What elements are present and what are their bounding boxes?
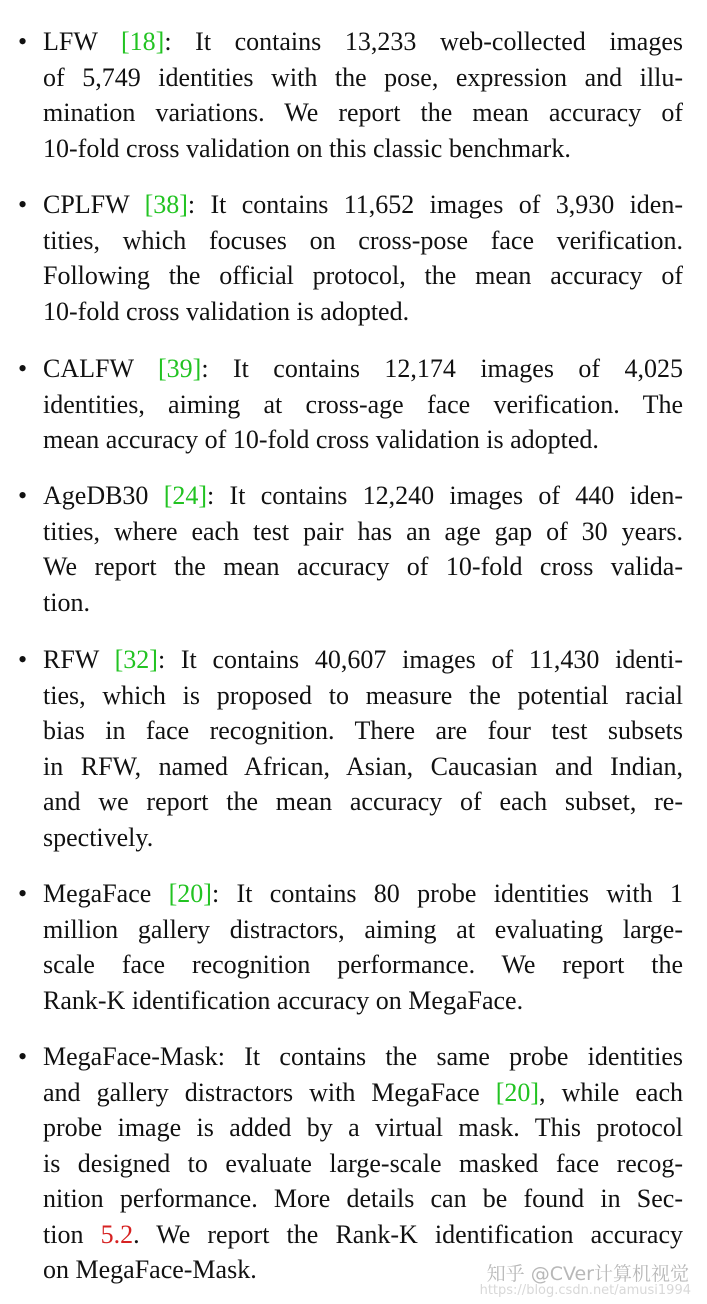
text-line: tion. xyxy=(43,587,90,617)
citation-link[interactable]: [38] xyxy=(144,190,188,219)
text-line: mination variations. We report the mean accuracy of xyxy=(43,98,683,127)
text-line: mean accuracy of 10-fold cross validation is adopted. xyxy=(43,425,599,454)
text-line: identities, aiming at cross-age face verification. The xyxy=(43,389,683,419)
bullet-marker: • xyxy=(18,1042,28,1071)
text-line: in RFW, named African, Asian, Caucasian and Indian, xyxy=(43,751,683,781)
text-line: nition performance. More details can be found in Sec- xyxy=(43,1184,683,1213)
text-line: ties, which is proposed to measure the potential racial xyxy=(43,680,683,710)
bullet-marker: • xyxy=(18,27,28,56)
text-line: MegaFace-Mask: It contains the same probe identities xyxy=(43,1042,683,1071)
text-line: scale face recognition performance. We report the xyxy=(43,950,683,979)
text-line: on MegaFace-Mask. xyxy=(43,1255,257,1284)
citation-link[interactable]: [20] xyxy=(495,1077,540,1107)
bullet-marker: • xyxy=(18,645,28,674)
text-line: CPLFW [38]: It contains 11,652 images of 3,930 iden- xyxy=(43,190,683,219)
text-line: and gallery distractors with MegaFace [20], while each xyxy=(43,1077,683,1107)
citation-link[interactable]: [20] xyxy=(168,879,212,908)
bullet-marker: • xyxy=(18,190,28,219)
text-line: 10-fold cross validation on this classic benchmark. xyxy=(43,133,571,163)
text-line: is designed to evaluate large-scale masked face recog- xyxy=(43,1148,683,1178)
text-line: bias in face recognition. There are four test subsets xyxy=(43,716,683,745)
section-ref-link[interactable]: 5.2 xyxy=(100,1219,134,1249)
text-line: and we report the mean accuracy of each subset, re- xyxy=(43,787,683,816)
citation-link[interactable]: [39] xyxy=(157,354,202,383)
watermark-url: https://blog.csdn.net/amusi1994 xyxy=(479,1283,691,1298)
text-line: 10-fold cross validation is adopted. xyxy=(43,296,410,326)
text-line: AgeDB30 [24]: It contains 12,240 images of 440 iden- xyxy=(43,481,683,510)
text-line: RFW [32]: It contains 40,607 images of 11,430 identi- xyxy=(43,645,683,674)
text-line: tion 5.2. We report the Rank-K identification accuracy xyxy=(43,1219,683,1249)
text-line: LFW [18]: It contains 13,233 web-collected images xyxy=(43,27,683,56)
bullet-marker: • xyxy=(18,879,28,908)
text-line: MegaFace [20]: It contains 80 probe identities with 1 xyxy=(43,879,683,908)
text-line: million gallery distractors, aiming at evaluating large- xyxy=(43,914,683,944)
text-line: tities, which focuses on cross-pose face verification. xyxy=(43,225,683,255)
citation-link[interactable]: [18] xyxy=(121,27,165,56)
text-line: CALFW [39]: It contains 12,174 images of 4,025 xyxy=(43,354,683,383)
watermark: 知乎 @CVer计算机视觉 xyxy=(486,1263,689,1285)
text-line: Following the official protocol, the mean accuracy of xyxy=(43,261,683,290)
bullet-marker: • xyxy=(18,481,28,510)
text-line: Rank-K identification accuracy on MegaFace. xyxy=(43,985,524,1015)
text-line: We report the mean accuracy of 10-fold cross valida- xyxy=(43,552,683,581)
citation-link[interactable]: [32] xyxy=(114,645,158,674)
bullet-marker: • xyxy=(18,354,28,383)
text-line: tities, where each test pair has an age gap of 30 years. xyxy=(43,516,683,546)
text-line: probe image is added by a virtual mask. This protocol xyxy=(43,1113,683,1142)
citation-link[interactable]: [24] xyxy=(163,481,208,510)
text-line: spectively. xyxy=(43,822,154,852)
text-line: of 5,749 identities with the pose, expression and illu- xyxy=(43,62,683,92)
